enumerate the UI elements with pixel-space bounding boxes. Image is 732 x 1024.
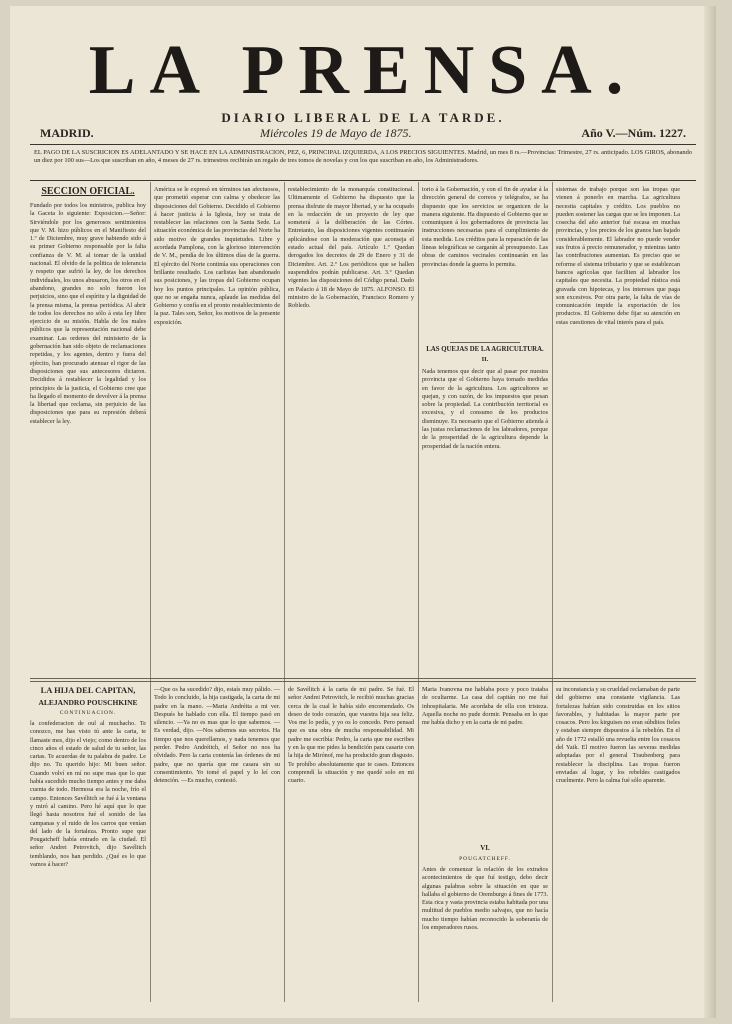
section-official-heading: SECCION OFICIAL. xyxy=(41,186,135,197)
chapter-subtitle: POUGATCHEFF. xyxy=(459,856,511,862)
agriculture-heading: LAS QUEJAS DE LA AGRICULTURA. xyxy=(426,346,544,353)
agriculture-text: Nada tenemos que decir que al pasar por nuestra provincia que el Gobierno haya tomado medidas en favor de la agricultura. Los agricultores se quejan, y con razón, de los impuestos que pesan sobre la propiedad. La contribución territorial es excesiva, y el consumo de los productos disminuye. Es necesario que el Gobierno atienda á las justas reclamaciones de los labradores, porque de la prosperidad de la agricultura depende la prosperidad de la nación entera. xyxy=(422,368,548,450)
feuilleton-title: LA HIJA DEL CAPITAN, xyxy=(40,685,136,695)
feuilleton-text-1: la confederacion de oul al muchacho. Te conozco, me has visto tú ante la carta, te llamaste mes, dijo el viejo; como dentro de los cinco años el estado de salud de tu señor, las cartas. Te acuerdas de tu palabra de padre. Le dijo no. Tu querido hijo: Mi buen señor. Cuando volví en mí no supe mas que lo que había sucedido mucho tiempo antes y me daba cuenta de todo. Hermosa era la noche, frío el campo. Entonces Savélitch se fué á la ventana y miró al camino. Pero hé aquí que lo que llegó hasta nosotros fué el sonido de las campanas y el ruido de los carros que venían del lado de la fortaleza. Pronto supe que Pougatcheff había entrado en la ciudad. El señor Andrei Petrovitch, dijo Savélitch temblando, nos han perdido. ¿Qué es lo que vamos á hacer? xyxy=(30,720,146,869)
masthead-title: LA PRENSA. xyxy=(88,32,638,109)
subscription-notice: EL PAGO DE LA SUSCRICION ES ADELANTADO Y SE HACE EN LA ADMINISTRACION, PEZ, 6, PRINCIPAL IZQUIERDA, A LOS PRECIOS SIGUIENTES. Madrid, un mes 8 rs.—Provincias: Trimestre, 27 rs. anticipado. LOS GIROS, abonando un diez por 100 sus—Los que suscriban en año, 4 meses de 27 rs. trimestres recibirán un regalo de tres tomos de novelas y con los que suscriban en año, los Administradores. xyxy=(34,149,692,164)
agriculture-number: II. xyxy=(481,356,489,363)
issue-date: Miércoles 19 de Mayo de 1875. xyxy=(260,126,412,140)
page-edge xyxy=(704,6,716,1018)
column-3-text: restablecimiento de la monarquía constitucional. Ultimamente el Gobierno ha dispuesto que la prensa disfrute de mayor libertad, y se ha ocupado en la redacción de un proyecto de ley que someterá á la deliberación de las Córtes. Entretanto, las disposiciones vigentes continuarán aplicándose con la moderación que aconseja el estado actual del país. Artículo 1.º Quedan derogados los decretos de 29 de Enero y 31 de Diciembre. Art. 2.º Los periódicos que se hallen suspendidos podrán publicarse. Art. 3.º Quedan vigentes las disposiciones del Código penal. Dado en Palacio á 18 de Mayo de 1875. ALFONSO. El ministro de la Gobernación, Francisco Romero y Robledo. xyxy=(288,186,414,310)
notice-rule xyxy=(30,180,696,181)
issue-number: Año V.—Núm. 1227. xyxy=(581,126,686,140)
feuilleton-rule xyxy=(30,678,696,679)
dateline xyxy=(40,122,686,140)
feuilleton-rule xyxy=(30,681,696,682)
newspaper-page xyxy=(10,6,716,1018)
column-4-text: torio á la Gobernación, y con el fin de ayudar á la dirección general de correos y telégrafos, se ha dispuesto que los servicios se organicen de la manera siguiente. Ha dispuesto el Gobierno que se comuniquen á los gobernadores de provincia las instrucciones necesarias para el cumplimiento de esta medida. Los créditos para la reparación de las líneas telegráficas se cargarán al presupuesto. Las obras de caminos vecinales continuarán en las provincias donde la guerra lo permita. xyxy=(422,186,548,268)
column-divider xyxy=(552,182,553,1002)
column-divider xyxy=(284,182,285,1002)
city: MADRID. xyxy=(40,126,94,140)
feuilleton-text-5: Antes de comenzar la relación de los extraños acontecimientos de que fuí testigo, debo decir algunas palabras sobre la situación en que se hallaba el gobierno de Oremburgo á fines de 1773. Esta rica y vasta provincia estaba habitada por una multitud de pueblos medio salvajes, que no hacía mucho tiempo habían reconocido la soberanía de los emperadores rusos. xyxy=(422,866,548,932)
column-2-text: América se le expresó en términos tan afectuosos, que prometió esperar con calma y obedecer las disposiciones del Gobierno. Decidido el Gobierno á hacer justicia á la Iglesia, hoy se trata de restablecer las relaciones con la Santa Sede. La situación económica de las provincias del Norte ha sido motivo de grandes inquietudes. Libre y acordada Pamplona, con la glorioso intervención de V. M., pendía de los últimos días de la guerra. El ejército del Norte continúa sus operaciones con brillante resultado. Los carlistas han abandonado sus posiciones, y las tropas del Gobierno ocupan hoy los puntos principales. La opinión pública, que no se engaña nunca, aplaude las medidas del Gobierno y confía en el pronto restablecimiento de la paz. Tales son, Señor, los motivos de la presente exposición. xyxy=(154,186,280,326)
column-divider xyxy=(418,182,419,1002)
feuilleton-text-4: Maria Ivanovna me hablaba poco y poco trataba de ocultarme. La casa del capitán no me fué inhospitalaria. Me acordaba de ella con tristeza. Aquella noche no pude dormir. Pensaba en lo que me había dicho y en la carta de mi padre. xyxy=(422,686,548,727)
masthead-subtitle: DIARIO LIBERAL DE LA TARDE. xyxy=(221,110,505,125)
feuilleton-author: ALEJANDRO POUSCHKINE xyxy=(38,698,138,707)
column-divider xyxy=(150,182,151,1002)
feuilleton-text-3: de Savélitch á la carta de mi padre. Se fué. El señor Andrei Petrovitch, le recibió muchas gracias cerca de la cual le había sido encomendado. Os deseo de todo corazón, que vuestra hija sea feliz. Vos me lo pedís, y yo os lo concedo. Pero pensad que es una obra de mucha responsabilidad. Mi padre me escribía: Pedro, la carta que me escribes y en la que me pides la bendición para casarte con la hija de Mirónof, me ha producido gran disgusto. Te prohíbo absolutamente que te cases. Entonces comprendí la situación y me quedé solo en mi cuarto. xyxy=(288,686,414,785)
section-rule xyxy=(450,342,520,343)
feuilleton-note: CONTINUACION. xyxy=(59,710,117,716)
column-5-text: sistemas de trabajo porque son las tropas que vienen á ponerlo en marcha. La agricultura necesita capitales y crédito. Los pueblos no pueden sostener las cargas que se les imponen. La cosecha del año anterior fué escasa en muchas provincias, y los precios de los granos han bajado considerablemente. El labrador no puede vender sus frutos á precio remunerador, y mientras tanto las contribuciones aumentan. Es preciso que se reforme el sistema tributario y que se establezcan bancos agrícolas que faciliten al labrador los capitales que necesita. La propiedad rústica está gravada con hipotecas, y los intereses que paga son excesivos. Por otra parte, la falta de vías de comunicación impide la exportación de los productos. El Gobierno debe fijar su atención en estas cuestiones de vital interés para el país. xyxy=(556,186,680,326)
feuilleton-text-2: —Que os ha sucedido? dijo, estaís muy pálido. —Todo lo concluido, la hija castigada, la carta de mi padre en la mano. —Maria Andréita a mi ver. Después he hablado con ella. El tiempo pasó en silencio. —Ya no es mas que lo que sabemos. —Es verdad, dijo. —Nos sabemos sus secretos. Ha tiempo que nos querellamos, y nada tenemos que perder. Pedro Andréitch, el Señor no nos ha olvidado. Pero la carta contenía las órdenes de mi padre, que no quería que me casara sin su consentimiento. Yo tomé el papel y lo leí con detención. —Es mucho, contestó. xyxy=(154,686,280,785)
top-rule xyxy=(30,144,696,145)
chapter-number: VI. xyxy=(480,844,490,852)
official-text: Fundado por todos los ministros, publica hoy la Gaceta lo siguiente: Exposicion.—Señor: Sirviéndole por los generosos sentimientos que V. M. hizo públicos en el Manifiesto del 1.º de Diciembre, muy grave habiendo sido á su primer Gobierno responsable por la falta confianza de V. M. al tomar de la unidad nacional. El olvido de la politica de tolerancia y respeto que sufrió la ley, de los derechos individuales, los unos abusaron, los otros en el abandono, grandes no solo fueron los perjuicios, sino que el espíritu y la dignidad de la prensa misma, la prensa periódica. Al abrir de todos los derechos no sólo á esta ley libre ejercicio de su misión. Habla de los males públicos que la representación nacional debe examinar. Las ordenes del ministerio de la gobernación han sido objeto de reclamaciones repetidas, y los agentes, dentro y fuera del ejército, han procurado atenuar el rigor de las disposiciones que sus antecesores dictaron. Decididos á restablecer la legalidad y los principios de la justicia, el Gobierno cree que ha llegado el momento de devolver á la prensa la libertad que reclama, sin perjuicio de las disposiciones que para su represión deberá establecer la ley. xyxy=(30,202,146,425)
feuilleton-text-6: su inconstancia y su crueldad reclamaban de parte del gobierno una constante vigilancia. Las fortalezas habían sido construidas en los sitios favorables, y habitadas la mayor parte por cosacos. Pero los kirguises no eran súbditos fieles y estaban siempre dispuestos á la rebelión. En el año de 1772 estalló una revuelta entre los cosacos del Yaik. El motivo fueron las severas medidas adoptadas por el general Traubenberg para restablecer la disciplina. Las tropas fueron enviadas al lugar, y los rebeldes castigados cruelmente. Pero la calma fué sólo aparente. xyxy=(556,686,680,785)
